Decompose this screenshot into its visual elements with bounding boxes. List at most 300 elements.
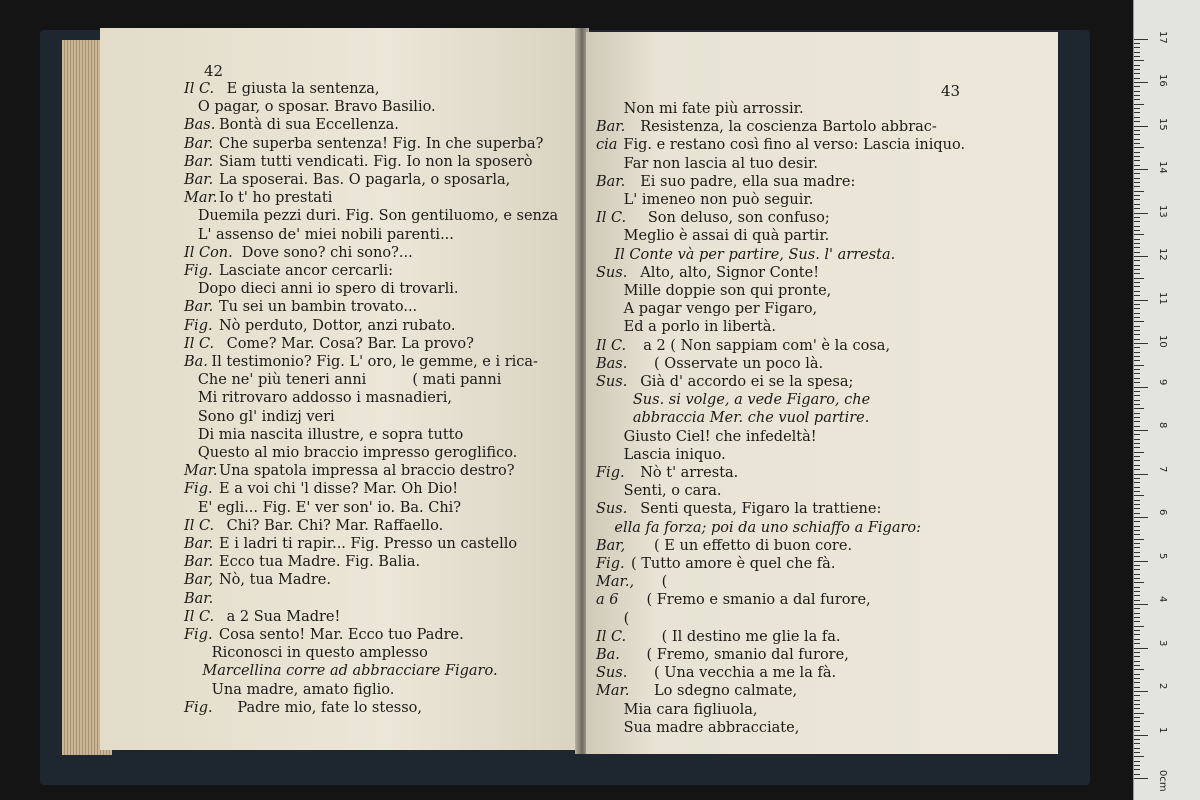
ruler-tick <box>1134 343 1148 344</box>
ruler-minor-tick <box>1134 656 1140 657</box>
ruler-minor-tick <box>1134 447 1140 448</box>
verse-text: Una spatola impressa al braccio destro? <box>214 463 515 480</box>
ruler-minor-tick <box>1134 534 1140 535</box>
ruler-minor-tick <box>1134 752 1140 753</box>
ruler-minor-tick <box>1134 86 1140 87</box>
ruler-minor-tick <box>1134 260 1140 261</box>
ruler-minor-tick <box>1134 130 1140 131</box>
ruler-minor-tick <box>1134 378 1140 379</box>
ruler-minor-tick <box>1134 282 1140 283</box>
ruler-minor-tick <box>1134 543 1140 544</box>
verse-text: Mia cara figliuola, <box>596 701 758 718</box>
ruler-minor-tick <box>1134 491 1140 492</box>
verse-text: Ed a porlo in libertà. <box>596 319 777 336</box>
ruler-minor-tick <box>1134 208 1140 209</box>
verse-text: Io t' ho prestati <box>214 190 333 207</box>
ruler-minor-tick <box>1134 713 1144 714</box>
speaker-label: a 6 <box>596 592 619 609</box>
ruler-minor-tick <box>1134 369 1140 370</box>
ruler-tick <box>1134 648 1148 649</box>
ruler-minor-tick <box>1134 613 1140 614</box>
ruler-minor-tick <box>1134 104 1144 105</box>
verse-text: Mille doppie son qui pronte, <box>596 283 832 299</box>
ruler-tick <box>1134 169 1148 170</box>
ruler-minor-tick <box>1134 569 1140 570</box>
stage-direction: abbraccia Mer. che vuol partire. <box>596 410 870 427</box>
ruler-minor-tick <box>1134 417 1140 418</box>
ruler-minor-tick <box>1134 652 1140 653</box>
ruler-minor-tick <box>1134 186 1140 187</box>
ruler-minor-tick <box>1134 252 1140 253</box>
ruler-minor-tick <box>1134 469 1140 470</box>
ruler-minor-tick <box>1134 621 1140 622</box>
ruler-minor-tick <box>1134 99 1140 100</box>
ruler-number: 3 <box>1157 639 1168 646</box>
ruler-tick <box>1134 126 1148 127</box>
ruler-minor-tick <box>1134 278 1144 279</box>
speaker-label: Mar., <box>596 574 635 591</box>
ruler-minor-tick <box>1134 452 1144 453</box>
ruler-minor-tick <box>1134 739 1140 740</box>
ruler-number: 17 <box>1157 30 1168 44</box>
ruler-minor-tick <box>1134 47 1140 48</box>
speaker-label: Sus. <box>596 374 628 390</box>
ruler-minor-tick <box>1134 643 1140 644</box>
verse-text: Sua madre abbracciate, <box>596 719 800 736</box>
ruler-minor-tick <box>1134 608 1140 609</box>
ruler-minor-tick <box>1134 326 1140 327</box>
ruler-minor-tick <box>1134 769 1140 770</box>
left-page-number: 42 <box>204 62 224 80</box>
speaker-label: Bar. <box>596 173 626 190</box>
ruler-minor-tick <box>1134 60 1144 61</box>
ruler-minor-tick <box>1134 547 1140 548</box>
ruler-minor-tick <box>1134 73 1140 74</box>
ruler-number: 16 <box>1157 74 1168 87</box>
ruler-number: 14 <box>1157 161 1168 174</box>
ruler-number: 5 <box>1157 552 1168 559</box>
ruler-number: 1 <box>1157 726 1168 733</box>
ruler-minor-tick <box>1134 682 1140 683</box>
ruler-minor-tick <box>1134 595 1140 596</box>
verse-text: Lasciate ancor cercarli: <box>214 263 393 279</box>
ruler-minor-tick <box>1134 665 1140 666</box>
ruler-tick <box>1134 256 1148 257</box>
verse-text: Padre mio, fate lo stesso, <box>214 699 422 716</box>
ruler-minor-tick <box>1134 500 1140 501</box>
ruler-minor-tick <box>1134 365 1144 366</box>
verse-text: ( Il destino me glie la fa. <box>634 628 841 645</box>
verse-text: E i ladri ti rapir... Fig. Presso un castello <box>214 536 518 552</box>
verse-text: Bontà di sua Eccellenza. <box>214 117 399 134</box>
verse-text: Resistenza, la coscienza Bartolo abbrac- <box>626 119 937 136</box>
ruler-minor-tick <box>1134 626 1144 627</box>
speaker-label: Il Con. <box>184 244 233 261</box>
ruler-minor-tick <box>1134 639 1140 640</box>
ruler-minor-tick <box>1134 478 1140 479</box>
ruler-minor-tick <box>1134 91 1140 92</box>
ruler-minor-tick <box>1134 748 1140 749</box>
verse-text: ( Fremo, smanio dal furore, <box>618 647 849 663</box>
ruler-number: 11 <box>1157 291 1168 305</box>
verse-text: Meglio è assai di quà partir. <box>596 228 830 245</box>
ruler-minor-tick <box>1134 182 1140 183</box>
verse-text: ( Fremo e smanio a dal furore, <box>618 592 871 609</box>
ruler-minor-tick <box>1134 700 1140 701</box>
ruler-number: 8 <box>1157 422 1168 429</box>
speaker-label: Bar. <box>184 536 214 552</box>
ruler-minor-tick <box>1134 443 1140 444</box>
ruler-tick <box>1134 604 1148 605</box>
speaker-label: Bar. <box>184 299 214 316</box>
ruler-minor-tick <box>1134 121 1140 122</box>
ruler-minor-tick <box>1134 687 1140 688</box>
ruler-minor-tick <box>1134 204 1140 205</box>
ruler-minor-tick <box>1134 143 1140 144</box>
ruler-minor-tick <box>1134 52 1140 53</box>
speaker-label: Bar. <box>184 554 214 571</box>
ruler-minor-tick <box>1134 704 1140 705</box>
verse-text: Mi ritrovaro addosso i masnadieri, <box>184 390 452 407</box>
verse-text: Cosa sento! Mar. Ecco tuo Padre. <box>214 627 464 643</box>
ruler-minor-tick <box>1134 487 1140 488</box>
verse-text: Chi? Bar. Chi? Mar. Raffaello. <box>222 517 444 534</box>
verse-text: Già d' accordo ei se la spesa; <box>626 374 854 390</box>
ruler-minor-tick <box>1134 165 1140 166</box>
ruler-minor-tick <box>1134 717 1140 718</box>
ruler-minor-tick <box>1134 313 1140 314</box>
verse-text: Nò t' arresta. <box>626 465 739 481</box>
verse-text: E a voi chi 'l disse? Mar. Oh Dio! <box>214 481 459 498</box>
verse-text: Sono gl' indizj veri <box>184 408 335 425</box>
ruler-minor-tick <box>1134 460 1140 461</box>
ruler-tick <box>1134 735 1148 736</box>
ruler-minor-tick <box>1134 591 1140 592</box>
verse-text: Questo al mio braccio impresso geroglifico. <box>184 445 518 461</box>
ruler-minor-tick <box>1134 578 1140 579</box>
ruler-minor-tick <box>1134 565 1140 566</box>
ruler-minor-tick <box>1134 678 1140 679</box>
ruler-minor-tick <box>1134 108 1140 109</box>
ruler-minor-tick <box>1134 495 1144 496</box>
speaker-label: Ba. <box>596 647 620 663</box>
verse-text: L' imeneo non può seguir. <box>596 192 814 208</box>
verse-text: ( <box>596 610 630 627</box>
speaker-label: Bas. <box>596 355 628 372</box>
verse-text: Che superba sentenza! Fig. In che superba? <box>214 135 544 152</box>
ruler-minor-tick <box>1134 139 1140 140</box>
speaker-label: Bar. <box>596 119 626 136</box>
verse-text: O pagar, o sposar. Bravo Basilio. <box>184 99 436 116</box>
verse-text: Far non lascia al tuo desir. <box>596 155 818 172</box>
speaker-label: Il C. <box>184 335 215 352</box>
speaker-label: Fig. <box>184 481 213 498</box>
speaker-label: Mar. <box>184 190 218 207</box>
ruler-minor-tick <box>1134 152 1140 153</box>
verse-text: Che ne' più teneri anni ( mati panni <box>184 372 502 389</box>
speaker-label: Il C. <box>184 81 215 97</box>
ruler-minor-tick <box>1134 404 1140 405</box>
verse-text: Il testimonio? Fig. L' oro, le gemme, e i rica- <box>206 354 538 370</box>
ruler-minor-tick <box>1134 195 1140 196</box>
ruler-minor-tick <box>1134 247 1140 248</box>
speaker-label: Bar. <box>184 172 214 188</box>
ruler-tick <box>1134 430 1148 431</box>
speaker-label: Il C. <box>596 337 627 354</box>
speaker-label: Fig. <box>184 263 213 279</box>
ruler-minor-tick <box>1134 413 1140 414</box>
ruler-minor-tick <box>1134 395 1140 396</box>
ruler-minor-tick <box>1134 434 1140 435</box>
ruler-number: 6 <box>1157 509 1168 516</box>
ruler-minor-tick <box>1134 360 1140 361</box>
verse-text: E' egli... Fig. E' ver son' io. Ba. Chi? <box>184 499 462 516</box>
verse-text: Lo sdegno calmate, <box>626 683 798 700</box>
stage-direction: Sus. si volge, a vede Figaro, che <box>596 392 871 409</box>
speaker-label: Il C. <box>596 210 627 227</box>
ruler-minor-tick <box>1134 508 1140 509</box>
ruler-minor-tick <box>1134 56 1140 57</box>
speaker-label: Il C. <box>184 517 215 534</box>
ruler-minor-tick <box>1134 600 1140 601</box>
verse-text: Come? Mar. Cosa? Bar. La provo? <box>222 335 474 352</box>
ruler-minor-tick <box>1134 617 1140 618</box>
ruler-minor-tick <box>1134 774 1140 775</box>
ruler-minor-tick <box>1134 356 1140 357</box>
ruler-minor-tick <box>1134 530 1140 531</box>
verse-text: Lascia iniquo. <box>596 446 726 463</box>
ruler-minor-tick <box>1134 482 1140 483</box>
ruler-tick <box>1134 691 1148 692</box>
ruler-minor-tick <box>1134 695 1140 696</box>
ruler-minor-tick <box>1134 304 1140 305</box>
ruler-minor-tick <box>1134 117 1140 118</box>
ruler-minor-tick <box>1134 147 1144 148</box>
verse-text: Siam tutti vendicati. Fig. Io non la sposerò <box>214 153 533 170</box>
verse-text: Senti, o cara. <box>596 483 722 500</box>
speaker-label: Fig. <box>184 317 213 334</box>
ruler-minor-tick <box>1134 465 1140 466</box>
verse-text: L' assenso de' miei nobili parenti... <box>184 226 454 243</box>
ruler-minor-tick <box>1134 630 1140 631</box>
verse-text: Non mi fate più arrossir. <box>596 101 804 117</box>
ruler-minor-tick <box>1134 382 1140 383</box>
speaker-label: Ba. <box>184 354 208 370</box>
ruler-number: 0cm <box>1157 770 1168 792</box>
ruler-minor-tick <box>1134 439 1140 440</box>
ruler-minor-tick <box>1134 456 1140 457</box>
speaker-label: Fig. <box>596 556 625 572</box>
left-page <box>100 28 578 750</box>
verse-text: Tu sei un bambin trovato... <box>214 299 418 316</box>
ruler-minor-tick <box>1134 634 1140 635</box>
ruler-minor-tick <box>1134 43 1140 44</box>
ruler-tick <box>1134 387 1148 388</box>
ruler-minor-tick <box>1134 373 1140 374</box>
verse-text: Di mia nascita illustre, e sopra tutto <box>184 426 464 443</box>
ruler-minor-tick <box>1134 513 1140 514</box>
speaker-label: Bar. <box>184 135 214 152</box>
speaker-label: cia <box>596 137 618 154</box>
ruler-minor-tick <box>1134 352 1140 353</box>
verse-text: Ei suo padre, ella sua madre: <box>626 173 856 190</box>
verse-text: Nò, tua Madre. <box>214 572 331 589</box>
ruler-minor-tick <box>1134 95 1140 96</box>
verse-text: E giusta la sentenza, <box>222 81 380 97</box>
verse-text: ( Una vecchia a me la fà. <box>626 665 837 682</box>
verse-text: ( <box>634 574 668 591</box>
ruler-minor-tick <box>1134 391 1140 392</box>
ruler-minor-tick <box>1134 269 1140 270</box>
speaker-label: Mar. <box>596 683 630 700</box>
ruler-minor-tick <box>1134 761 1140 762</box>
stage-direction: Marcellina corre ad abbracciare Figaro. <box>184 663 498 680</box>
ruler-number: 12 <box>1157 248 1168 261</box>
ruler-minor-tick <box>1134 65 1140 66</box>
ruler-tick <box>1134 561 1148 562</box>
ruler-minor-tick <box>1134 234 1144 235</box>
ruler-tick <box>1134 82 1148 83</box>
ruler-minor-tick <box>1134 160 1140 161</box>
verse-text: ( Tutto amore è quel che fà. <box>626 556 836 572</box>
verse-text: Giusto Ciel! che infedeltà! <box>596 428 817 445</box>
verse-text: Duemila pezzi duri. Fig. Son gentiluomo, e senza <box>184 208 559 225</box>
ruler-minor-tick <box>1134 743 1140 744</box>
ruler-minor-tick <box>1134 330 1140 331</box>
ruler-number: 9 <box>1157 378 1168 385</box>
ruler-minor-tick <box>1134 221 1140 222</box>
ruler-number: 15 <box>1157 117 1168 131</box>
ruler-minor-tick <box>1134 199 1140 200</box>
right-page <box>586 32 1058 754</box>
ruler-number: 4 <box>1157 596 1168 603</box>
ruler-minor-tick <box>1134 556 1140 557</box>
ruler-tick <box>1134 39 1148 40</box>
ruler-number: 7 <box>1157 465 1168 472</box>
ruler-minor-tick <box>1134 721 1140 722</box>
ruler-minor-tick <box>1134 408 1144 409</box>
ruler-minor-tick <box>1134 178 1140 179</box>
ruler-minor-tick <box>1134 291 1140 292</box>
verse-text: a 2 ( Non sappiam com' è la cosa, <box>634 337 891 354</box>
ruler-minor-tick <box>1134 504 1140 505</box>
speaker-label: Bar, <box>184 572 214 589</box>
speaker-label: Bar. <box>184 153 214 170</box>
ruler-minor-tick <box>1134 69 1140 70</box>
verse-text: ( E un effetto di buon core. <box>626 537 853 554</box>
ruler-minor-tick <box>1134 217 1140 218</box>
speaker-label: Il C. <box>596 628 627 645</box>
verse-text: a 2 Sua Madre! <box>222 608 341 625</box>
ruler-minor-tick <box>1134 765 1140 766</box>
ruler-minor-tick <box>1134 674 1140 675</box>
verse-text: Una madre, amato figlio. <box>184 681 395 698</box>
ruler-minor-tick <box>1134 308 1140 309</box>
verse-text: Fig. e restano così fino al verso: Lascia iniquo. <box>618 137 966 154</box>
verse-text: La sposerai. Bas. O pagarla, o sposarla, <box>214 172 511 188</box>
ruler-minor-tick <box>1134 321 1144 322</box>
ruler-number: 10 <box>1157 335 1168 348</box>
verse-text: Son deluso, son confuso; <box>634 210 830 227</box>
ruler-number: 2 <box>1157 683 1168 690</box>
ruler-minor-tick <box>1134 173 1140 174</box>
ruler-minor-tick <box>1134 756 1144 757</box>
speaker-label: Bas. <box>184 117 216 134</box>
ruler-minor-tick <box>1134 273 1140 274</box>
verse-text: Senti questa, Figaro la trattiene: <box>626 501 882 518</box>
ruler-minor-tick <box>1134 191 1144 192</box>
ruler-minor-tick <box>1134 78 1140 79</box>
ruler-minor-tick <box>1134 347 1140 348</box>
ruler-minor-tick <box>1134 295 1140 296</box>
measurement-ruler <box>1133 0 1200 800</box>
ruler-minor-tick <box>1134 339 1140 340</box>
verse-text: Nò perduto, Dottor, anzi rubato. <box>214 317 456 334</box>
ruler-minor-tick <box>1134 521 1140 522</box>
ruler-minor-tick <box>1134 582 1144 583</box>
verse-text: Riconosci in questo amplesso <box>184 645 428 662</box>
ruler-minor-tick <box>1134 156 1140 157</box>
ruler-minor-tick <box>1134 265 1140 266</box>
ruler-minor-tick <box>1134 239 1140 240</box>
verse-text: Dopo dieci anni io spero di trovarli. <box>184 281 459 298</box>
speaker-label: Bar. <box>184 590 214 607</box>
ruler-minor-tick <box>1134 574 1140 575</box>
stage-direction: ella fa forza; poi da uno schiaffo a Figaro: <box>596 519 922 536</box>
ruler-tick <box>1134 778 1148 779</box>
ruler-minor-tick <box>1134 317 1140 318</box>
ruler-number: 13 <box>1157 204 1168 218</box>
verse-text: Ecco tua Madre. Fig. Balia. <box>214 554 421 571</box>
verse-text: ( Osservate un poco là. <box>626 355 824 372</box>
ruler-minor-tick <box>1134 243 1140 244</box>
ruler-minor-tick <box>1134 112 1140 113</box>
speaker-label: Bar, <box>596 537 626 554</box>
ruler-tick <box>1134 517 1148 518</box>
speaker-label: Fig. <box>596 465 625 481</box>
ruler-minor-tick <box>1134 230 1140 231</box>
ruler-minor-tick <box>1134 587 1140 588</box>
ruler-minor-tick <box>1134 226 1140 227</box>
ruler-tick <box>1134 213 1148 214</box>
ruler-minor-tick <box>1134 661 1140 662</box>
ruler-minor-tick <box>1134 726 1140 727</box>
speaker-label: Fig. <box>184 699 213 716</box>
ruler-minor-tick <box>1134 708 1140 709</box>
ruler-minor-tick <box>1134 669 1144 670</box>
right-page-number: 43 <box>941 82 961 100</box>
ruler-minor-tick <box>1134 426 1140 427</box>
speaker-label: Il C. <box>184 608 215 625</box>
ruler-minor-tick <box>1134 421 1140 422</box>
ruler-minor-tick <box>1134 730 1140 731</box>
speaker-label: Mar. <box>184 463 218 480</box>
ruler-minor-tick <box>1134 526 1140 527</box>
speaker-label: Fig. <box>184 627 213 643</box>
speaker-label: Sus. <box>596 665 628 682</box>
speaker-label: Sus. <box>596 501 628 518</box>
ruler-tick <box>1134 300 1148 301</box>
verse-text: Dove sono? chi sono?... <box>237 244 413 261</box>
verse-text: Alto, alto, Signor Conte! <box>626 264 820 281</box>
speaker-label: Sus. <box>596 264 628 281</box>
ruler-minor-tick <box>1134 334 1140 335</box>
ruler-minor-tick <box>1134 400 1140 401</box>
verse-text: A pagar vengo per Figaro, <box>596 301 818 318</box>
ruler-minor-tick <box>1134 539 1144 540</box>
stage-direction: Il Conte và per partire, Sus. l' arresta. <box>596 246 896 263</box>
ruler-minor-tick <box>1134 286 1140 287</box>
